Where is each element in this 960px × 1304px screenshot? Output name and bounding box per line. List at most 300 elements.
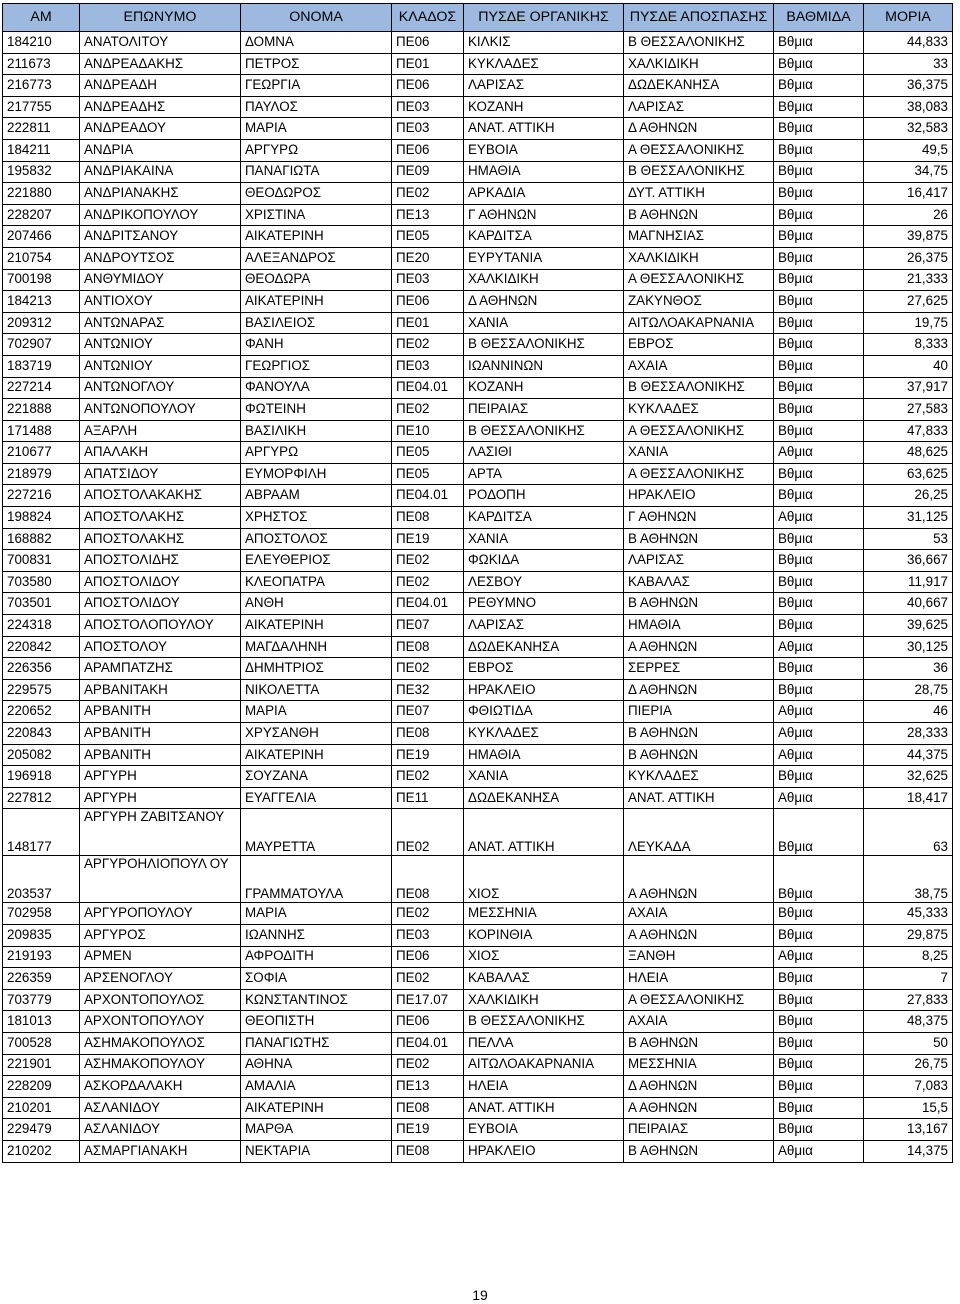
organic-pysde-cell: Γ ΑΘΗΝΩΝ — [464, 204, 624, 226]
specialty-cell: ΠΕ02 — [392, 766, 464, 788]
specialty-cell: ΠΕ13 — [392, 204, 464, 226]
am-cell: 184210 — [3, 32, 80, 54]
grade-cell: Βθμια — [774, 766, 864, 788]
first-name-cell: ΓΡΑΜΜΑΤΟΥΛΑ — [241, 856, 392, 903]
specialty-cell: ΠΕ01 — [392, 312, 464, 334]
am-cell: 216773 — [3, 75, 80, 97]
surname-cell: ΑΡΣΕΝΟΓΛΟΥ — [80, 968, 241, 990]
am-cell: 220652 — [3, 701, 80, 723]
secondment-pysde-cell: Α ΘΕΣΣΑΛΟΝΙΚΗΣ — [624, 420, 774, 442]
table-row — [3, 528, 953, 550]
points-cell: 13,167 — [864, 1119, 953, 1141]
secondment-pysde-cell: Α ΑΘΗΝΩΝ — [624, 856, 774, 903]
first-name-cell: ΑΝΘΗ — [241, 593, 392, 615]
grade-cell: Βθμια — [774, 903, 864, 925]
am-cell: 168882 — [3, 528, 80, 550]
am-cell: 210754 — [3, 247, 80, 269]
organic-pysde-cell: ΕΥΒΟΙΑ — [464, 139, 624, 161]
secondment-pysde-cell: Α ΘΕΣΣΑΛΟΝΙΚΗΣ — [624, 269, 774, 291]
organic-pysde-cell: ΠΕΙΡΑΙΑΣ — [464, 399, 624, 421]
table-row — [3, 463, 953, 485]
points-cell: 36,375 — [864, 75, 953, 97]
table-row — [3, 1032, 953, 1054]
first-name-cell: ΣΟΦΙΑ — [241, 968, 392, 990]
first-name-cell: ΧΡΙΣΤΙΝΑ — [241, 204, 392, 226]
specialty-cell: ΠΕ02 — [392, 571, 464, 593]
first-name-cell: ΙΩΑΝΝΗΣ — [241, 924, 392, 946]
surname-cell: ΑΝΤΩΝΙΟΥ — [80, 355, 241, 377]
specialty-cell: ΠΕ08 — [392, 1140, 464, 1162]
specialty-cell: ΠΕ04.01 — [392, 485, 464, 507]
am-cell: 220843 — [3, 723, 80, 745]
organic-pysde-cell: ΧΑΝΙΑ — [464, 312, 624, 334]
grade-cell: Αθμια — [774, 946, 864, 968]
organic-pysde-cell: ΚΑΒΑΛΑΣ — [464, 968, 624, 990]
surname-cell: ΑΝΤΩΝΟΠΟΥΛΟΥ — [80, 399, 241, 421]
secondment-pysde-cell: Α ΑΘΗΝΩΝ — [624, 636, 774, 658]
am-cell: 195832 — [3, 161, 80, 183]
organic-pysde-cell: ΑΝΑΤ. ΑΤΤΙΚΗ — [464, 809, 624, 856]
am-cell: 148177 — [3, 809, 80, 856]
points-cell: 36 — [864, 658, 953, 680]
organic-pysde-cell: ΚΑΡΔΙΤΣΑ — [464, 226, 624, 248]
points-cell: 21,333 — [864, 269, 953, 291]
grade-cell: Βθμια — [774, 593, 864, 615]
grade-cell: Βθμια — [774, 1011, 864, 1033]
table-row — [3, 291, 953, 313]
surname-cell: ΑΡΧΟΝΤΟΠΟΥΛΟΥ — [80, 1011, 241, 1033]
am-cell: 220842 — [3, 636, 80, 658]
am-cell: 218979 — [3, 463, 80, 485]
organic-pysde-cell: ΑΡΤΑ — [464, 463, 624, 485]
grade-cell: Αθμια — [774, 507, 864, 529]
surname-cell: ΑΠΟΣΤΟΛΙΔΟΥ — [80, 593, 241, 615]
grade-cell: Βθμια — [774, 291, 864, 313]
surname-cell: ΑΝΔΡΟΥΤΣΟΣ — [80, 247, 241, 269]
organic-pysde-cell: ΔΩΔΕΚΑΝΗΣΑ — [464, 787, 624, 809]
grade-cell: Βθμια — [774, 658, 864, 680]
specialty-cell: ΠΕ20 — [392, 247, 464, 269]
table-row — [3, 399, 953, 421]
column-header-first-name[interactable]: ΟΝΟΜΑ — [241, 4, 392, 32]
secondment-pysde-cell: Β ΑΘΗΝΩΝ — [624, 593, 774, 615]
secondment-pysde-cell: Α ΘΕΣΣΑΛΟΝΙΚΗΣ — [624, 139, 774, 161]
specialty-cell: ΠΕ08 — [392, 856, 464, 903]
secondment-pysde-cell: ΛΑΡΙΣΑΣ — [624, 550, 774, 572]
am-cell: 229479 — [3, 1119, 80, 1141]
surname-cell: ΑΡΒΑΝΙΤΗ — [80, 701, 241, 723]
secondment-pysde-cell: ΕΒΡΟΣ — [624, 334, 774, 356]
organic-pysde-cell: ΦΩΚΙΔΑ — [464, 550, 624, 572]
grade-cell: Βθμια — [774, 312, 864, 334]
am-cell: 210202 — [3, 1140, 80, 1162]
am-cell: 209835 — [3, 924, 80, 946]
page-number: 19 — [472, 1287, 488, 1303]
surname-cell: ΑΝΔΡΕΑΔΗ — [80, 75, 241, 97]
am-cell: 211673 — [3, 53, 80, 75]
am-cell: 226359 — [3, 968, 80, 990]
am-cell: 196918 — [3, 766, 80, 788]
specialty-cell: ΠΕ06 — [392, 291, 464, 313]
organic-pysde-cell: ΗΛΕΙΑ — [464, 1076, 624, 1098]
secondment-pysde-cell: Β ΘΕΣΣΑΛΟΝΙΚΗΣ — [624, 161, 774, 183]
am-cell: 221880 — [3, 183, 80, 205]
first-name-cell: ΕΥΜΟΡΦΙΛΗ — [241, 463, 392, 485]
am-cell: 222811 — [3, 118, 80, 140]
organic-pysde-cell: ΧΙΟΣ — [464, 856, 624, 903]
points-cell: 49,5 — [864, 139, 953, 161]
points-cell: 27,625 — [864, 291, 953, 313]
secondment-pysde-cell: ΑΧΑΙΑ — [624, 355, 774, 377]
specialty-cell: ΠΕ02 — [392, 968, 464, 990]
column-header-secondment-pysde[interactable]: ΠΥΣΔΕ ΑΠΟΣΠΑΣΗΣ — [624, 4, 774, 32]
points-cell: 11,917 — [864, 571, 953, 593]
surname-cell: ΑΝΔΡΕΑΔΑΚΗΣ — [80, 53, 241, 75]
secondment-pysde-cell: Β ΘΕΣΣΑΛΟΝΙΚΗΣ — [624, 377, 774, 399]
am-cell: 227812 — [3, 787, 80, 809]
first-name-cell: ΔΟΜΝΑ — [241, 32, 392, 54]
points-cell: 16,417 — [864, 183, 953, 205]
am-cell: 228207 — [3, 204, 80, 226]
grade-cell: Βθμια — [774, 204, 864, 226]
organic-pysde-cell: ΚΟΖΑΝΗ — [464, 96, 624, 118]
secondment-pysde-cell: ΚΥΚΛΑΔΕΣ — [624, 766, 774, 788]
first-name-cell: ΕΥΑΓΓΕΛΙΑ — [241, 787, 392, 809]
specialty-cell: ΠΕ02 — [392, 809, 464, 856]
surname-cell: ΑΝΤΩΝΙΟΥ — [80, 334, 241, 356]
grade-cell: Βθμια — [774, 679, 864, 701]
points-cell: 45,333 — [864, 903, 953, 925]
first-name-cell: ΦΑΝΟΥΛΑ — [241, 377, 392, 399]
grade-cell: Βθμια — [774, 183, 864, 205]
grade-cell: Βθμια — [774, 226, 864, 248]
table-row — [3, 571, 953, 593]
organic-pysde-cell: ΠΕΛΛΑ — [464, 1032, 624, 1054]
surname-cell: ΑΝΤΩΝΟΓΛΟΥ — [80, 377, 241, 399]
points-cell: 44,375 — [864, 744, 953, 766]
surname-cell: ΑΡΓΥΡΗ ΖΑΒΙΤΣΑΝΟΥ — [80, 809, 241, 856]
table-row — [3, 334, 953, 356]
am-cell: 184213 — [3, 291, 80, 313]
first-name-cell: ΧΡΗΣΤΟΣ — [241, 507, 392, 529]
specialty-cell: ΠΕ02 — [392, 399, 464, 421]
surname-cell: ΑΝΔΡΕΑΔΗΣ — [80, 96, 241, 118]
grade-cell: Αθμια — [774, 1140, 864, 1162]
specialty-cell: ΠΕ11 — [392, 787, 464, 809]
secondment-pysde-cell: Δ ΑΘΗΝΩΝ — [624, 679, 774, 701]
points-cell: 34,75 — [864, 161, 953, 183]
table-row — [3, 1140, 953, 1162]
table-row — [3, 139, 953, 161]
secondment-pysde-cell: Β ΑΘΗΝΩΝ — [624, 528, 774, 550]
table-row — [3, 615, 953, 637]
specialty-cell: ΠΕ19 — [392, 528, 464, 550]
grade-cell: Βθμια — [774, 1054, 864, 1076]
table-row — [3, 226, 953, 248]
organic-pysde-cell: ΦΘΙΩΤΙΔΑ — [464, 701, 624, 723]
secondment-pysde-cell: ΑΙΤΩΛΟΑΚΑΡΝΑΝΙΑ — [624, 312, 774, 334]
column-header-grade[interactable]: ΒΑΘΜΙΔΑ — [774, 4, 864, 32]
points-cell: 53 — [864, 528, 953, 550]
secondment-pysde-cell: Δ ΑΘΗΝΩΝ — [624, 118, 774, 140]
first-name-cell: ΔΗΜΗΤΡΙΟΣ — [241, 658, 392, 680]
specialty-cell: ΠΕ07 — [392, 615, 464, 637]
points-cell: 48,375 — [864, 1011, 953, 1033]
points-cell: 37,917 — [864, 377, 953, 399]
first-name-cell: ΜΑΡΙΑ — [241, 701, 392, 723]
table-row — [3, 204, 953, 226]
specialty-cell: ΠΕ07 — [392, 701, 464, 723]
table-row — [3, 96, 953, 118]
first-name-cell: ΠΑΥΛΟΣ — [241, 96, 392, 118]
points-cell: 39,875 — [864, 226, 953, 248]
surname-cell: ΑΡΑΜΠΑΤΖΗΣ — [80, 658, 241, 680]
surname-cell: ΑΝΤΙΟΧΟΥ — [80, 291, 241, 313]
table-row — [3, 377, 953, 399]
points-cell: 18,417 — [864, 787, 953, 809]
points-cell: 27,833 — [864, 989, 953, 1011]
table-row — [3, 312, 953, 334]
grade-cell: Βθμια — [774, 1119, 864, 1141]
surname-cell: ΑΝΔΡΙΤΣΑΝΟΥ — [80, 226, 241, 248]
table-row — [3, 701, 953, 723]
specialty-cell: ΠΕ08 — [392, 723, 464, 745]
organic-pysde-cell: ΧΑΛΚΙΔΙΚΗ — [464, 269, 624, 291]
am-cell: 224318 — [3, 615, 80, 637]
table-row — [3, 946, 953, 968]
table-row — [3, 442, 953, 464]
first-name-cell: ΝΙΚΟΛΕΤΤΑ — [241, 679, 392, 701]
grade-cell: Βθμια — [774, 247, 864, 269]
points-cell: 38,75 — [864, 856, 953, 903]
secondment-pysde-cell: Α ΑΘΗΝΩΝ — [624, 924, 774, 946]
am-cell: 700528 — [3, 1032, 80, 1054]
secondment-pysde-cell: ΧΑΝΙΑ — [624, 442, 774, 464]
specialty-cell: ΠΕ03 — [392, 96, 464, 118]
column-header-specialty[interactable]: ΚΛΑΔΟΣ — [392, 4, 464, 32]
header-row — [3, 4, 953, 32]
secondment-pysde-cell: ΧΑΛΚΙΔΙΚΗ — [624, 53, 774, 75]
surname-cell: ΑΝΔΡΙΚΟΠΟΥΛΟΥ — [80, 204, 241, 226]
secondment-pysde-cell: Β ΑΘΗΝΩΝ — [624, 1140, 774, 1162]
grade-cell: Βθμια — [774, 377, 864, 399]
specialty-cell: ΠΕ10 — [392, 420, 464, 442]
surname-cell: ΑΠΟΣΤΟΛΙΔΟΥ — [80, 571, 241, 593]
specialty-cell: ΠΕ02 — [392, 550, 464, 572]
organic-pysde-cell: ΛΕΣΒΟΥ — [464, 571, 624, 593]
surname-cell: ΑΠΟΣΤΟΛΑΚΗΣ — [80, 528, 241, 550]
secondment-pysde-cell: ΜΕΣΣΗΝΙΑ — [624, 1054, 774, 1076]
surname-cell: ΑΡΓΥΡΟΗΛΙΟΠΟΥΛ ΟΥ — [80, 856, 241, 903]
points-cell: 36,667 — [864, 550, 953, 572]
specialty-cell: ΠΕ03 — [392, 269, 464, 291]
specialty-cell: ΠΕ08 — [392, 1097, 464, 1119]
first-name-cell: ΑΙΚΑΤΕΡΙΝΗ — [241, 615, 392, 637]
am-cell: 221901 — [3, 1054, 80, 1076]
first-name-cell: ΝΕΚΤΑΡΙΑ — [241, 1140, 392, 1162]
specialty-cell: ΠΕ09 — [392, 161, 464, 183]
column-header-points[interactable]: ΜΟΡΙΑ — [864, 4, 953, 32]
grade-cell: Βθμια — [774, 161, 864, 183]
secondment-pysde-cell: ΔΥΤ. ΑΤΤΙΚΗ — [624, 183, 774, 205]
table-row — [3, 32, 953, 54]
points-cell: 26,25 — [864, 485, 953, 507]
organic-pysde-cell: ΛΑΣΙΘΙ — [464, 442, 624, 464]
column-header-am[interactable]: ΑΜ — [3, 4, 80, 32]
points-cell: 40,667 — [864, 593, 953, 615]
table-row — [3, 75, 953, 97]
table-row — [3, 744, 953, 766]
surname-cell: ΑΝΔΡΙΑΚΑΙΝΑ — [80, 161, 241, 183]
first-name-cell: ΕΛΕΥΘΕΡΙΟΣ — [241, 550, 392, 572]
am-cell: 703580 — [3, 571, 80, 593]
table-row — [3, 1119, 953, 1141]
first-name-cell: ΑΦΡΟΔΙΤΗ — [241, 946, 392, 968]
grade-cell: Βθμια — [774, 420, 864, 442]
first-name-cell: ΑΙΚΑΤΕΡΙΝΗ — [241, 291, 392, 313]
am-cell: 183719 — [3, 355, 80, 377]
first-name-cell: ΚΩΝΣΤΑΝΤΙΝΟΣ — [241, 989, 392, 1011]
organic-pysde-cell: ΑΝΑΤ. ΑΤΤΙΚΗ — [464, 118, 624, 140]
column-header-surname[interactable]: ΕΠΩΝΥΜΟ — [80, 4, 241, 32]
transfer-table — [2, 3, 953, 1163]
points-cell: 63 — [864, 809, 953, 856]
am-cell: 227216 — [3, 485, 80, 507]
first-name-cell: ΘΕΟΔΩΡΑ — [241, 269, 392, 291]
organic-pysde-cell: ΧΑΝΙΑ — [464, 528, 624, 550]
surname-cell: ΑΡΒΑΝΙΤΑΚΗ — [80, 679, 241, 701]
organic-pysde-cell: ΑΝΑΤ. ΑΤΤΙΚΗ — [464, 1097, 624, 1119]
first-name-cell: ΠΕΤΡΟΣ — [241, 53, 392, 75]
column-header-organic-pysde[interactable]: ΠΥΣΔΕ ΟΡΓΑΝΙΚΗΣ — [464, 4, 624, 32]
grade-cell: Βθμια — [774, 75, 864, 97]
first-name-cell: ΑΙΚΑΤΕΡΙΝΗ — [241, 1097, 392, 1119]
am-cell: 207466 — [3, 226, 80, 248]
points-cell: 15,5 — [864, 1097, 953, 1119]
surname-cell: ΑΠΑΛΑΚΗ — [80, 442, 241, 464]
points-cell: 26,375 — [864, 247, 953, 269]
surname-cell: ΑΡΓΥΡΗ — [80, 787, 241, 809]
secondment-pysde-cell: Β ΘΕΣΣΑΛΟΝΙΚΗΣ — [624, 32, 774, 54]
first-name-cell: ΜΑΡΙΑ — [241, 903, 392, 925]
first-name-cell: ΑΛΕΞΑΝΔΡΟΣ — [241, 247, 392, 269]
grade-cell: Αθμια — [774, 442, 864, 464]
grade-cell: Βθμια — [774, 1032, 864, 1054]
organic-pysde-cell: ΗΡΑΚΛΕΙΟ — [464, 679, 624, 701]
grade-cell: Βθμια — [774, 989, 864, 1011]
first-name-cell: ΑΘΗΝΑ — [241, 1054, 392, 1076]
specialty-cell: ΠΕ03 — [392, 118, 464, 140]
am-cell: 198824 — [3, 507, 80, 529]
surname-cell: ΑΠΟΣΤΟΛΑΚΗΣ — [80, 507, 241, 529]
secondment-pysde-cell: ΑΝΑΤ. ΑΤΤΙΚΗ — [624, 787, 774, 809]
organic-pysde-cell: Δ ΑΘΗΝΩΝ — [464, 291, 624, 313]
specialty-cell: ΠΕ05 — [392, 463, 464, 485]
first-name-cell: ΒΑΣΙΛΕΙΟΣ — [241, 312, 392, 334]
secondment-pysde-cell: Γ ΑΘΗΝΩΝ — [624, 507, 774, 529]
specialty-cell: ΠΕ06 — [392, 139, 464, 161]
organic-pysde-cell: ΡΕΘΥΜΝΟ — [464, 593, 624, 615]
table-row — [3, 968, 953, 990]
organic-pysde-cell: ΧΑΝΙΑ — [464, 766, 624, 788]
grade-cell: Αθμια — [774, 636, 864, 658]
organic-pysde-cell: ΚΥΚΛΑΔΕΣ — [464, 723, 624, 745]
table-row — [3, 53, 953, 75]
specialty-cell: ΠΕ05 — [392, 442, 464, 464]
am-cell: 703779 — [3, 989, 80, 1011]
surname-cell: ΑΠΟΣΤΟΛΙΔΗΣ — [80, 550, 241, 572]
secondment-pysde-cell: Β ΑΘΗΝΩΝ — [624, 723, 774, 745]
surname-cell: ΑΣΛΑΝΙΔΟΥ — [80, 1097, 241, 1119]
surname-cell: ΑΠΑΤΣΙΔΟΥ — [80, 463, 241, 485]
first-name-cell: ΑΙΚΑΤΕΡΙΝΗ — [241, 226, 392, 248]
points-cell: 44,833 — [864, 32, 953, 54]
am-cell: 219193 — [3, 946, 80, 968]
table-row — [3, 1097, 953, 1119]
grade-cell: Αθμια — [774, 787, 864, 809]
secondment-pysde-cell: Α ΘΕΣΣΑΛΟΝΙΚΗΣ — [624, 989, 774, 1011]
organic-pysde-cell: ΙΩΑΝΝΙΝΩΝ — [464, 355, 624, 377]
organic-pysde-cell: ΚΙΛΚΙΣ — [464, 32, 624, 54]
secondment-pysde-cell: Α ΑΘΗΝΩΝ — [624, 1097, 774, 1119]
organic-pysde-cell: Β ΘΕΣΣΑΛΟΝΙΚΗΣ — [464, 334, 624, 356]
organic-pysde-cell: ΗΡΑΚΛΕΙΟ — [464, 1140, 624, 1162]
points-cell: 19,75 — [864, 312, 953, 334]
secondment-pysde-cell: ΑΧΑΙΑ — [624, 1011, 774, 1033]
organic-pysde-cell: ΧΙΟΣ — [464, 946, 624, 968]
grade-cell: Βθμια — [774, 96, 864, 118]
first-name-cell: ΠΑΝΑΓΙΩΤΑ — [241, 161, 392, 183]
secondment-pysde-cell: ΜΑΓΝΗΣΙΑΣ — [624, 226, 774, 248]
organic-pysde-cell: ΛΑΡΙΣΑΣ — [464, 75, 624, 97]
table-row — [3, 809, 953, 856]
table-row — [3, 856, 953, 903]
specialty-cell: ΠΕ06 — [392, 75, 464, 97]
secondment-pysde-cell: ΣΕΡΡΕΣ — [624, 658, 774, 680]
points-cell: 30,125 — [864, 636, 953, 658]
secondment-pysde-cell: ΖΑΚΥΝΘΟΣ — [624, 291, 774, 313]
secondment-pysde-cell: ΛΕΥΚΑΔΑ — [624, 809, 774, 856]
am-cell: 703501 — [3, 593, 80, 615]
specialty-cell: ΠΕ03 — [392, 355, 464, 377]
first-name-cell: ΧΡΥΣΑΝΘΗ — [241, 723, 392, 745]
grade-cell: Βθμια — [774, 139, 864, 161]
table-row — [3, 658, 953, 680]
surname-cell: ΑΠΟΣΤΟΛΑΚΑΚΗΣ — [80, 485, 241, 507]
specialty-cell: ΠΕ02 — [392, 658, 464, 680]
specialty-cell: ΠΕ02 — [392, 183, 464, 205]
secondment-pysde-cell: ΚΥΚΛΑΔΕΣ — [624, 399, 774, 421]
surname-cell: ΑΝΔΡΙΑ — [80, 139, 241, 161]
surname-cell: ΑΣΚΟΡΔΑΛΑΚΗ — [80, 1076, 241, 1098]
table-row — [3, 507, 953, 529]
points-cell: 8,25 — [864, 946, 953, 968]
surname-cell: ΑΡΓΥΡΟΣ — [80, 924, 241, 946]
first-name-cell: ΦΑΝΗ — [241, 334, 392, 356]
first-name-cell: ΓΕΩΡΓΙΑ — [241, 75, 392, 97]
table-row — [3, 679, 953, 701]
surname-cell: ΑΡΒΑΝΙΤΗ — [80, 744, 241, 766]
surname-cell: ΑΡΜΕΝ — [80, 946, 241, 968]
surname-cell: ΑΝΤΩΝΑΡΑΣ — [80, 312, 241, 334]
am-cell: 226356 — [3, 658, 80, 680]
grade-cell: Βθμια — [774, 615, 864, 637]
am-cell: 210677 — [3, 442, 80, 464]
surname-cell: ΑΣΗΜΑΚΟΠΟΥΛΟΥ — [80, 1054, 241, 1076]
grade-cell: Βθμια — [774, 1097, 864, 1119]
grade-cell: Αθμια — [774, 744, 864, 766]
organic-pysde-cell: ΕΥΡΥΤΑΝΙΑ — [464, 247, 624, 269]
